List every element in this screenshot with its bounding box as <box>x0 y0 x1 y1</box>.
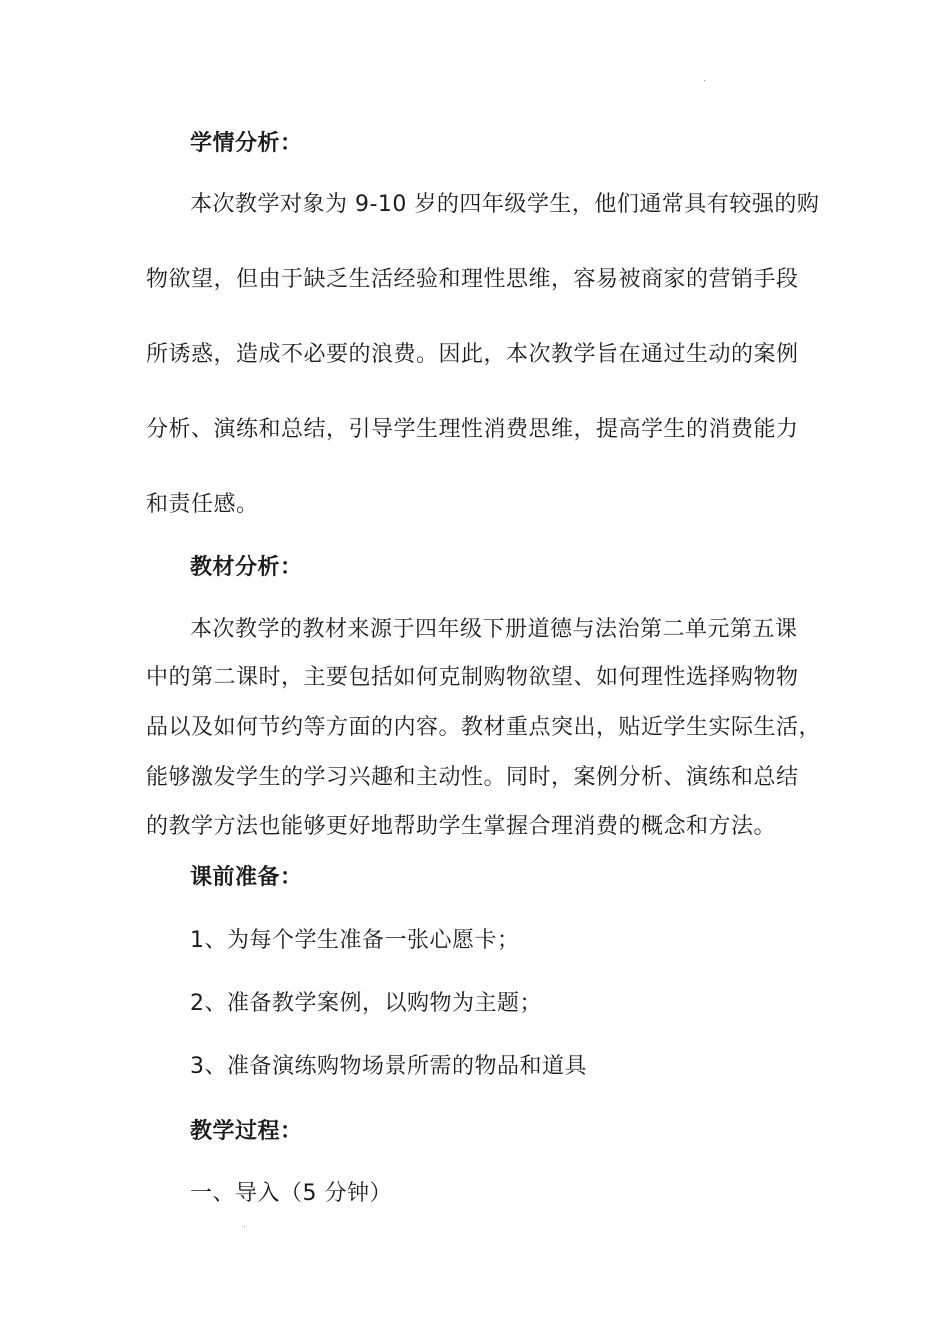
paragraph-line: 能够激发学生的学习兴趣和主动性。同时，案例分析、演练和总结 <box>146 765 799 790</box>
list-item: 1、为每个学生准备一张心愿卡； <box>190 928 520 953</box>
step-heading: 一、导入（5 分钟） <box>190 1181 392 1206</box>
list-item: 2、准备教学案例，以购物为主题； <box>190 991 542 1016</box>
paragraph-line: 品以及如何节约等方面的内容。教材重点突出，贴近学生实际生活， <box>146 715 822 740</box>
paragraph-line: 所诱惑，造成不必要的浪费。因此，本次教学旨在通过生动的案例 <box>146 342 799 367</box>
paragraph-line: 和责任感。 <box>146 492 259 517</box>
section-heading-preparation: 课前准备： <box>190 865 303 890</box>
paragraph-line: 本次教学的教材来源于四年级下册道德与法治第二单元第五课 <box>190 617 798 642</box>
paragraph-line: 物欲望，但由于缺乏生活经验和理性思维，容易被商家的营销手段 <box>146 267 799 292</box>
section-heading-student-analysis: 学情分析： <box>190 131 303 156</box>
section-heading-teaching-process: 教学过程： <box>190 1119 303 1144</box>
section-heading-textbook-analysis: 教材分析： <box>190 555 303 580</box>
scan-artifact-dot <box>704 80 705 81</box>
paragraph-line: 分析、演练和总结，引导学生理性消费思维，提高学生的消费能力 <box>146 417 799 442</box>
paragraph-line: 中的第二课时，主要包括如何克制购物欲望、如何理性选择购物物 <box>146 665 799 690</box>
paragraph-line: 本次教学对象为 9-10 岁的四年级学生，他们通常具有较强的购 <box>190 192 820 217</box>
list-item: 3、准备演练购物场景所需的物品和道具 <box>190 1054 587 1079</box>
scan-artifact-dot <box>244 1226 245 1227</box>
paragraph-line: 的教学方法也能够更好地帮助学生掌握合理消费的概念和方法。 <box>146 814 777 839</box>
